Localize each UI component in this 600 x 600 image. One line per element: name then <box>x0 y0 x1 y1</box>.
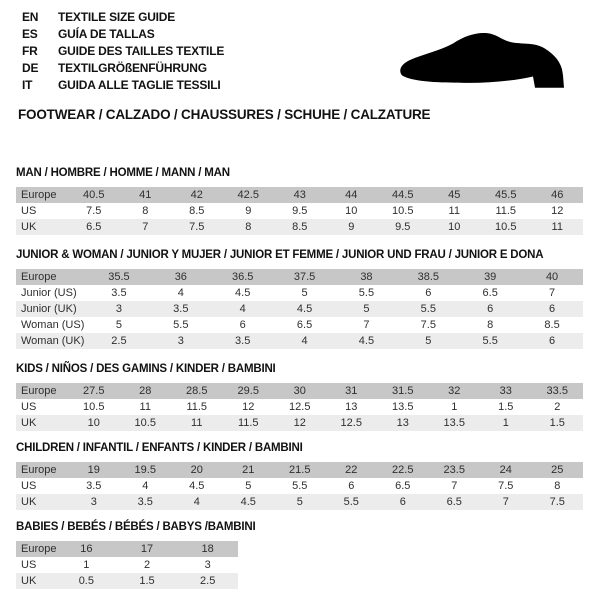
size-cell: 44.5 <box>392 189 414 201</box>
size-cell: 3.5 <box>235 335 251 347</box>
table-row <box>16 301 583 317</box>
row-label: Woman (UK) <box>21 335 85 347</box>
table-row <box>16 573 238 589</box>
size-cell: 4 <box>142 480 149 492</box>
language-row <box>22 60 224 77</box>
size-cell: 10.5 <box>134 417 156 429</box>
size-cell: 7.5 <box>86 205 102 217</box>
size-cell: 20 <box>190 464 203 476</box>
size-cell: 10 <box>448 221 461 233</box>
size-cell: 39 <box>484 271 497 283</box>
row-label: Junior (UK) <box>21 303 77 315</box>
language-list <box>22 9 224 94</box>
section-title: KIDS / NIÑOS / DES GAMINS / KINDER / BAMBINI <box>16 363 276 375</box>
size-cell: 31.5 <box>392 385 414 397</box>
size-cell: 10.5 <box>495 221 517 233</box>
size-cell: 7.5 <box>549 496 565 508</box>
size-cell: 11.5 <box>237 417 259 429</box>
size-cell: 8 <box>142 205 149 217</box>
table-row <box>16 462 583 478</box>
size-cell: 32 <box>448 385 461 397</box>
size-table <box>16 383 583 431</box>
language-row <box>22 77 224 94</box>
size-cell: 2.5 <box>200 575 216 587</box>
table-row <box>16 399 583 415</box>
row-label: Europe <box>21 189 57 201</box>
size-cell: 44 <box>345 189 358 201</box>
size-cell: 7 <box>549 287 556 299</box>
table-row <box>16 541 238 557</box>
size-cell: 22.5 <box>392 464 414 476</box>
language-label: GUIDA ALLE TAGLIE TESSILI <box>58 78 221 92</box>
size-cell: 7.5 <box>420 319 436 331</box>
size-cell: 21.5 <box>289 464 311 476</box>
size-cell: 46 <box>551 189 564 201</box>
row-label: US <box>21 559 37 571</box>
size-cell: 7 <box>502 496 509 508</box>
size-cell: 11 <box>551 221 563 233</box>
section-title: JUNIOR & WOMAN / JUNIOR Y MUJER / JUNIOR ET FEMME / JUNIOR UND FRAU / JUNIOR E DONA <box>16 249 544 261</box>
size-section <box>16 249 583 349</box>
size-cell: 4 <box>193 496 200 508</box>
size-cell: 13 <box>396 417 409 429</box>
size-cell: 6 <box>487 303 494 315</box>
size-cell: 19 <box>87 464 100 476</box>
language-label: TEXTILE SIZE GUIDE <box>58 10 176 24</box>
language-code: FR <box>22 44 38 58</box>
size-section <box>16 167 583 235</box>
row-label: UK <box>21 496 37 508</box>
size-cell: 10 <box>345 205 358 217</box>
dress-shoe-icon <box>396 29 576 95</box>
size-cell: 8.5 <box>292 221 308 233</box>
size-cell: 18 <box>201 543 214 555</box>
size-cell: 12.5 <box>289 401 311 413</box>
size-cell: 45.5 <box>495 189 517 201</box>
size-cell: 35.5 <box>108 271 130 283</box>
size-cell: 13.5 <box>443 417 465 429</box>
size-cell: 33 <box>499 385 512 397</box>
size-cell: 10.5 <box>83 401 105 413</box>
size-cell: 0.5 <box>78 575 94 587</box>
size-cell: 4.5 <box>235 287 251 299</box>
size-cell: 5.5 <box>173 319 189 331</box>
table-row <box>16 383 583 399</box>
size-cell: 6.5 <box>86 221 102 233</box>
size-cell: 9 <box>245 205 252 217</box>
size-cell: 6.5 <box>395 480 411 492</box>
table-row <box>16 494 583 510</box>
size-section <box>16 442 583 510</box>
size-cell: 7.5 <box>189 221 205 233</box>
size-cell: 21 <box>242 464 255 476</box>
size-cell: 5 <box>301 287 308 299</box>
size-cell: 5 <box>115 319 122 331</box>
size-cell: 5 <box>425 335 432 347</box>
table-row <box>16 269 583 285</box>
size-cell: 5 <box>296 496 303 508</box>
size-cell: 5.5 <box>343 496 359 508</box>
size-cell: 5.5 <box>482 335 498 347</box>
language-code: EN <box>22 10 39 24</box>
size-cell: 6.5 <box>482 287 498 299</box>
size-cell: 6 <box>399 496 406 508</box>
size-cell: 6 <box>425 287 432 299</box>
size-cell: 10.5 <box>392 205 414 217</box>
size-cell: 11.5 <box>186 401 208 413</box>
row-label: US <box>21 401 37 413</box>
table-row <box>16 557 238 573</box>
size-cell: 16 <box>80 543 93 555</box>
size-cell: 45 <box>448 189 461 201</box>
size-cell: 7 <box>451 480 458 492</box>
row-label: Europe <box>21 464 57 476</box>
size-cell: 10 <box>87 417 100 429</box>
table-row <box>16 187 583 203</box>
table-row <box>16 203 583 219</box>
row-label: UK <box>21 221 37 233</box>
size-cell: 22 <box>345 464 358 476</box>
size-cell: 3 <box>115 303 122 315</box>
size-cell: 8 <box>245 221 252 233</box>
table-row <box>16 317 583 333</box>
language-code: ES <box>22 27 38 41</box>
language-label: GUÍA DE TALLAS <box>58 27 155 41</box>
size-cell: 9.5 <box>292 205 308 217</box>
category-heading: FOOTWEAR / CALZADO / CHAUSSURES / SCHUHE / CALZATURE <box>18 107 431 122</box>
language-row <box>22 9 224 26</box>
size-cell: 6 <box>549 335 556 347</box>
size-cell: 28 <box>139 385 152 397</box>
size-cell: 19.5 <box>134 464 156 476</box>
size-cell: 3.5 <box>173 303 189 315</box>
size-section <box>16 521 256 589</box>
table-row <box>16 415 583 431</box>
size-cell: 3.5 <box>111 287 127 299</box>
row-label: US <box>21 480 37 492</box>
row-label: UK <box>21 417 37 429</box>
size-cell: 2.5 <box>111 335 127 347</box>
size-cell: 12 <box>242 401 255 413</box>
size-cell: 8 <box>554 480 561 492</box>
row-label: Woman (US) <box>21 319 85 331</box>
size-cell: 3 <box>177 335 184 347</box>
size-cell: 25 <box>551 464 564 476</box>
size-table <box>16 541 238 589</box>
size-cell: 12.5 <box>340 417 362 429</box>
size-table <box>16 462 583 510</box>
size-cell: 6 <box>239 319 246 331</box>
size-cell: 17 <box>140 543 154 555</box>
size-cell: 4.5 <box>189 480 205 492</box>
size-cell: 4.5 <box>296 303 313 315</box>
size-cell: 1.5 <box>549 417 565 429</box>
size-cell: 2 <box>143 559 151 571</box>
section-title: MAN / HOMBRE / HOMME / MANN / MAN <box>16 167 230 179</box>
language-row <box>22 43 224 60</box>
size-cell: 3.5 <box>86 480 102 492</box>
size-cell: 11.5 <box>495 205 517 217</box>
size-cell: 29.5 <box>237 385 259 397</box>
size-cell: 7.5 <box>498 480 514 492</box>
size-cell: 38.5 <box>417 271 440 283</box>
row-label: Europe <box>21 271 57 283</box>
table-row <box>16 333 583 349</box>
size-cell: 13 <box>345 401 358 413</box>
size-cell: 6.5 <box>296 319 313 331</box>
size-cell: 7 <box>363 319 370 331</box>
size-cell: 37.5 <box>293 271 316 283</box>
size-cell: 1 <box>451 401 458 413</box>
size-table <box>16 187 583 235</box>
size-cell: 9 <box>348 221 355 233</box>
size-cell: 28.5 <box>186 385 208 397</box>
size-cell: 1.5 <box>139 575 155 587</box>
size-section <box>16 363 583 431</box>
size-cell: 12 <box>551 205 564 217</box>
size-cell: 3.5 <box>137 496 153 508</box>
size-cell: 30 <box>293 385 306 397</box>
size-cell: 12 <box>293 417 306 429</box>
size-cell: 23.5 <box>443 464 465 476</box>
table-row <box>16 285 583 301</box>
size-cell: 6 <box>549 303 556 315</box>
size-cell: 1 <box>502 417 509 429</box>
size-cell: 1.5 <box>498 401 514 413</box>
row-label: UK <box>21 575 37 587</box>
language-row <box>22 26 224 43</box>
size-cell: 33.5 <box>546 385 568 397</box>
size-cell: 5.5 <box>420 303 436 315</box>
size-cell: 43 <box>293 189 306 201</box>
size-cell: 4.5 <box>240 496 256 508</box>
size-cell: 9.5 <box>395 221 411 233</box>
size-cell: 38 <box>360 271 373 283</box>
table-row <box>16 219 583 235</box>
size-cell: 4 <box>177 287 184 299</box>
size-cell: 11 <box>448 205 460 217</box>
language-label: TEXTILGRÖßENFÜHRUNG <box>58 61 207 75</box>
row-label: Europe <box>21 385 57 397</box>
size-cell: 4.5 <box>358 335 375 347</box>
size-cell: 1 <box>83 559 90 571</box>
size-cell: 8.5 <box>189 205 205 217</box>
size-cell: 3 <box>204 559 211 571</box>
table-row <box>16 478 583 494</box>
size-cell: 2 <box>554 401 561 413</box>
size-cell: 8.5 <box>544 319 560 331</box>
row-label: US <box>21 205 37 217</box>
size-cell: 40 <box>545 271 559 283</box>
size-cell: 5 <box>363 303 370 315</box>
size-table <box>16 269 583 349</box>
language-label: GUIDE DES TAILLES TEXTILE <box>58 44 225 58</box>
size-cell: 31 <box>345 385 358 397</box>
size-cell: 36.5 <box>231 271 254 283</box>
size-cell: 4 <box>301 335 308 347</box>
size-cell: 11 <box>139 401 151 413</box>
size-cell: 42.5 <box>237 189 259 201</box>
size-cell: 5 <box>245 480 252 492</box>
size-cell: 42 <box>190 189 203 201</box>
language-code: DE <box>22 61 39 75</box>
section-title: BABIES / BEBÉS / BÉBÉS / BABYS /BAMBINI <box>16 521 256 533</box>
size-cell: 41 <box>139 189 152 201</box>
size-cell: 24 <box>499 464 512 476</box>
size-cell: 27.5 <box>83 385 105 397</box>
size-cell: 3 <box>90 496 97 508</box>
section-title: CHILDREN / INFANTIL / ENFANTS / KINDER / BAMBINI <box>16 442 303 454</box>
size-cell: 13.5 <box>392 401 414 413</box>
size-cell: 5.5 <box>292 480 308 492</box>
row-label: Europe <box>21 543 57 555</box>
size-cell: 36 <box>174 271 187 283</box>
size-cell: 8 <box>487 319 494 331</box>
size-cell: 6 <box>348 480 355 492</box>
size-cell: 11 <box>191 417 203 429</box>
size-cell: 5.5 <box>358 287 375 299</box>
size-cell: 7 <box>142 221 149 233</box>
size-cell: 40.5 <box>83 189 105 201</box>
size-cell: 4 <box>239 303 246 315</box>
row-label: Junior (US) <box>21 287 77 299</box>
language-code: IT <box>22 78 33 92</box>
size-cell: 6.5 <box>446 496 462 508</box>
